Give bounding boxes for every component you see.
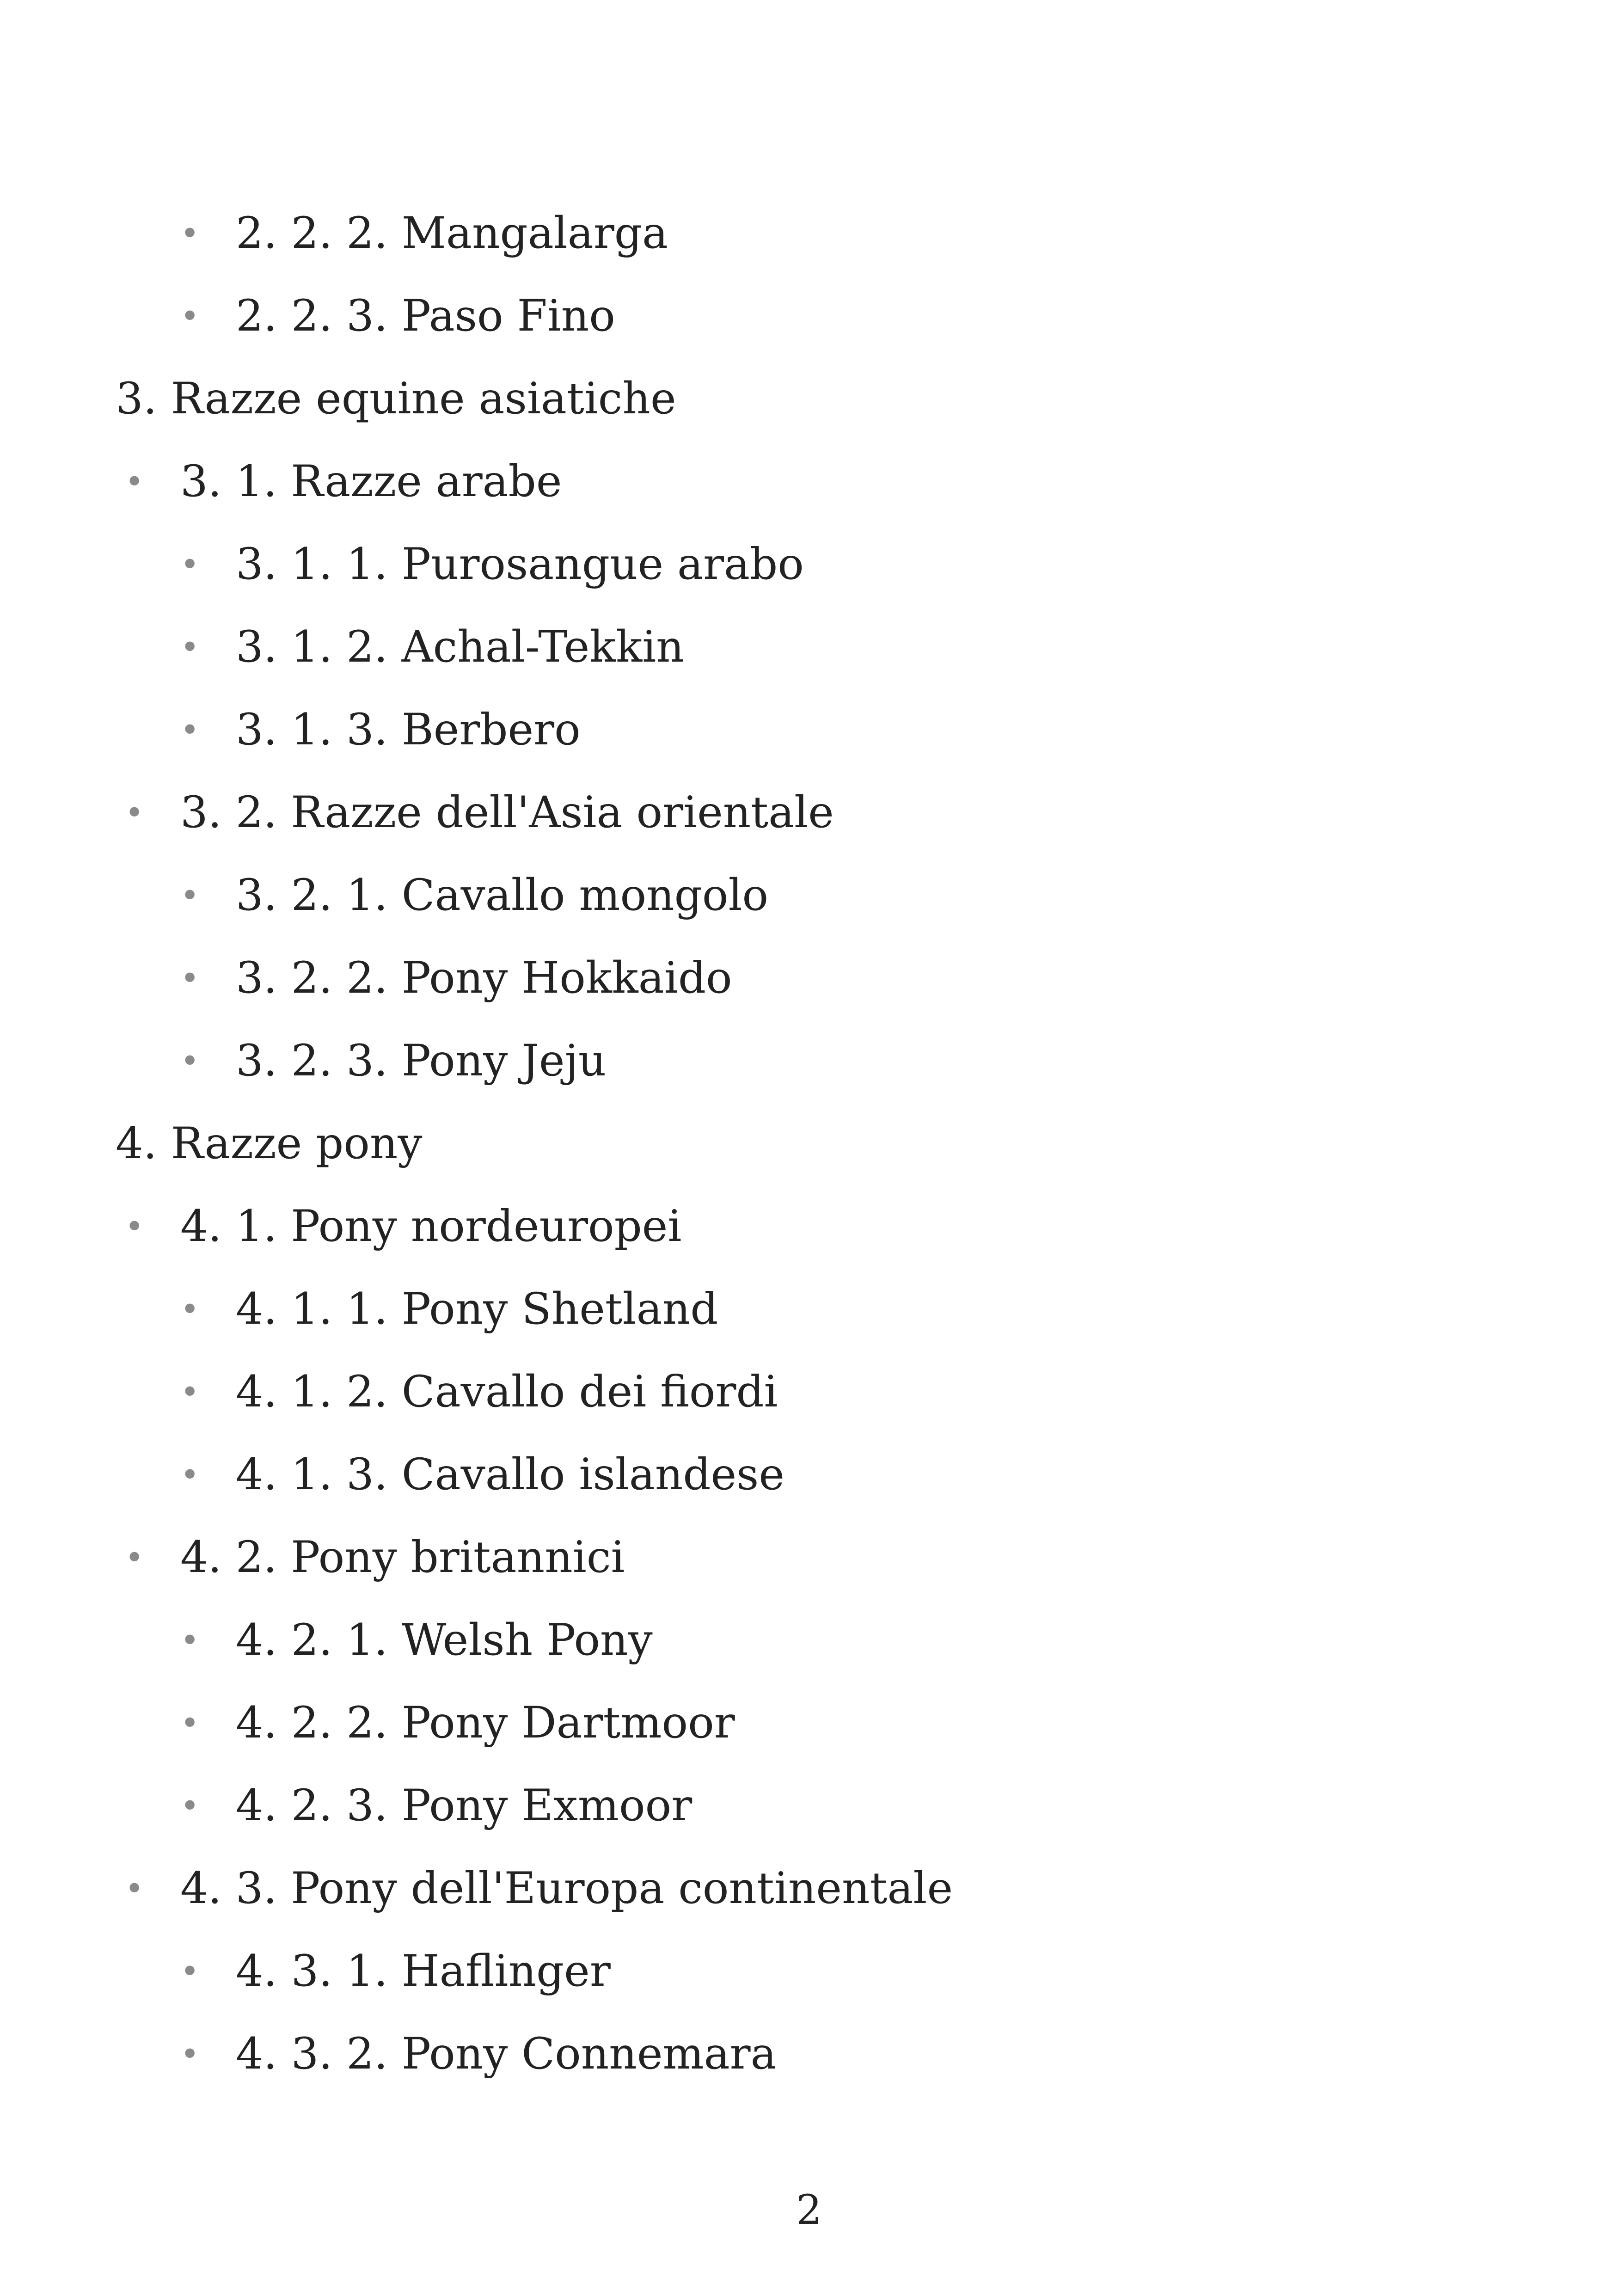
toc-entry xyxy=(116,1116,423,1172)
bullet-icon: • xyxy=(125,463,144,501)
toc-entry-label: 4. 1. 2. Cavallo dei fiordi xyxy=(236,1367,778,1417)
toc-entry xyxy=(180,1364,778,1420)
bullet-icon: • xyxy=(180,1787,200,1825)
bullet-icon: • xyxy=(180,297,200,335)
toc-entry-label: 3. 1. 1. Purosangue arabo xyxy=(236,539,804,589)
toc-entry xyxy=(180,289,615,344)
bullet-icon: • xyxy=(180,1621,200,1659)
toc-entry-label: 4. 2. Pony britannici xyxy=(180,1532,625,1583)
toc-entry xyxy=(125,454,562,510)
toc-entry-label: 3. 2. Razze dell'Asia orientale xyxy=(180,787,834,838)
toc-entry xyxy=(180,1944,611,1999)
bullet-icon: • xyxy=(180,628,200,666)
toc-entry xyxy=(180,1778,692,1834)
toc-entry-label: 3. 2. 1. Cavallo mongolo xyxy=(236,870,769,921)
bullet-icon: • xyxy=(180,546,200,583)
bullet-icon: • xyxy=(180,877,200,915)
bullet-icon: • xyxy=(180,959,200,997)
toc-entry xyxy=(180,1033,606,1089)
toc-entry-label: 4. 1. 1. Pony Shetland xyxy=(236,1284,718,1334)
toc-entry-label: 3. 1. 2. Achal-Tekkin xyxy=(236,622,684,672)
bullet-icon: • xyxy=(180,1704,200,1742)
bullet-icon: • xyxy=(180,2035,200,2073)
page-number: 2 xyxy=(796,2186,822,2234)
toc-entry xyxy=(180,1447,784,1503)
toc-entry-label: 4. Razze pony xyxy=(116,1118,423,1169)
toc-entry xyxy=(116,371,676,427)
toc-entry-label: 4. 3. Pony dell'Europa continentale xyxy=(180,1863,953,1914)
toc-entry xyxy=(125,1861,953,1916)
toc-entry xyxy=(125,1199,682,1254)
toc-entry xyxy=(180,951,732,1006)
bullet-icon: • xyxy=(125,1539,144,1577)
toc-entry xyxy=(125,785,834,841)
toc-entry-label: 4. 3. 2. Pony Connemara xyxy=(236,2029,777,2079)
bullet-icon: • xyxy=(180,711,200,749)
toc-entry xyxy=(180,620,684,675)
toc-entry-label: 3. 2. 2. Pony Hokkaido xyxy=(236,953,732,1003)
toc-entry xyxy=(180,702,581,758)
bullet-icon: • xyxy=(180,215,200,252)
bullet-icon: • xyxy=(180,1290,200,1328)
toc-entry-label: 3. 1. Razze arabe xyxy=(180,456,562,507)
bullet-icon: • xyxy=(180,1373,200,1411)
toc-entry-label: 4. 2. 2. Pony Dartmoor xyxy=(236,1698,735,1748)
bullet-icon: • xyxy=(125,794,144,832)
toc-entry xyxy=(180,2026,777,2082)
toc-entry-label: 2. 2. 2. Mangalarga xyxy=(236,208,668,258)
toc-entry xyxy=(180,206,668,261)
toc-entry xyxy=(180,1695,735,1751)
toc-entry-label: 4. 2. 1. Welsh Pony xyxy=(236,1615,653,1665)
toc-entry xyxy=(125,1530,625,1585)
bullet-icon: • xyxy=(180,1952,200,1990)
toc-entry-label: 4. 1. 3. Cavallo islandese xyxy=(236,1449,785,1500)
bullet-icon: • xyxy=(125,1208,144,1246)
toc-entry xyxy=(180,1613,653,1668)
bullet-icon: • xyxy=(125,1870,144,1908)
toc-entry-label: 3. 2. 3. Pony Jeju xyxy=(236,1036,607,1086)
bullet-icon: • xyxy=(180,1456,200,1494)
toc-entry-label: 3. 1. 3. Berbero xyxy=(236,705,581,755)
bullet-icon: • xyxy=(180,1042,200,1080)
toc-entry-label: 4. 3. 1. Haflinger xyxy=(236,1946,611,1996)
toc-entry-label: 3. Razze equine asiatiche xyxy=(116,374,676,424)
toc-entry-label: 4. 1. Pony nordeuropei xyxy=(180,1201,682,1252)
toc-entry xyxy=(180,1282,718,1337)
toc-entry xyxy=(180,868,768,923)
toc-entry-label: 2. 2. 3. Paso Fino xyxy=(236,291,615,341)
toc-entry xyxy=(180,537,804,592)
toc-entry-label: 4. 2. 3. Pony Exmoor xyxy=(236,1780,693,1831)
